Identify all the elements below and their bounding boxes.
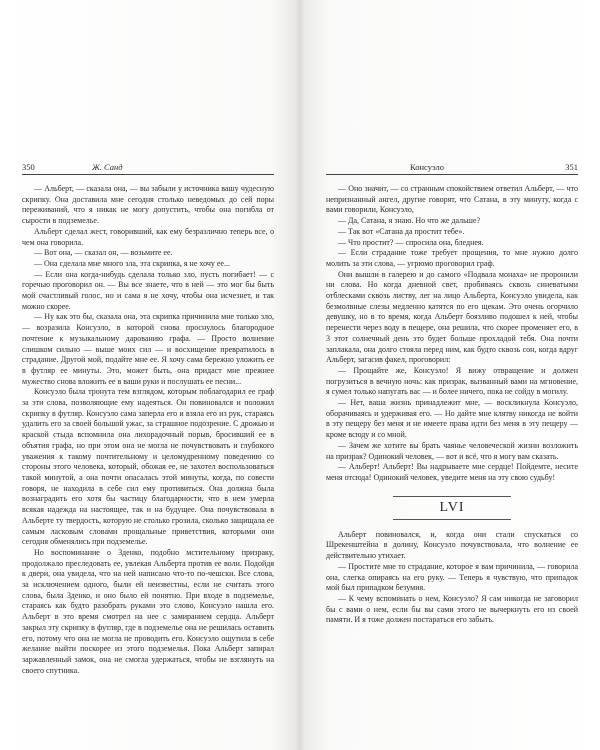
paragraph: — Зачем же хотите вы брать чаянье человеческой жизни возложить на призрак? Одинокий человек, — вот и всё, что я могу вам сказать.: [326, 440, 578, 461]
paragraph: — Что простит? — спросила она, бледнея.: [338, 237, 484, 247]
page-number: 351: [565, 162, 578, 172]
running-title: Ж. Санд: [92, 162, 123, 172]
paragraph: — Она сделала мне много зла, эта скрипка, я не хочу ее...: [34, 258, 230, 268]
paragraph: — Альберт, — сказала она, — вы забыли у источника вашу чудесную скрипку. Она доставила мне сегодня столько неведомых до сей поры переживаний, что я никак не могу допустить, чтобы она погибла от сырости в подземелье.: [22, 184, 274, 226]
paragraph: — Ну как это бы, сказала она, эта скрипка причинила мне только зло, — возразила Консуэло, в которой снова проснулось благородное почтение к музыкальному дарованию графа. — Просто волнение слишком сильно — выше моих сил — и восхищение превратилось в страдание. Другой мой, подайте мне ее. Я хочу сама бережно уложить ее в футляр ее минуты. Это, может быть, она придаст мне прежнее мужество снова вложить ее в ваши руки и послушать ее песни...: [22, 312, 274, 386]
paragraph: — Так вот «Сатана да простит тебе».: [338, 226, 465, 236]
paragraph: — Да, Сатана, я знаю. Но что же дальше?: [338, 216, 481, 226]
page-number: 350: [22, 162, 35, 172]
paragraph: Они вышли в галерею и до самого «Подвала монаха» не проронили ни слова. Но когда дневной свет, пробиваясь сквозь синеватыми отблесками сквозь листву, лег на лицо Альберта, Консуэло увидела, как безмолвные слезы медленно катятся по его щекам. Это очень огорчило девушку, но в то время, когда Альберт боязливо подошел к ней, чтобы перенести через воду в пещере, она решила, что скорее променяет его, в 3 этот солнечный день это будет больше прохладой тебя. Она почти заплакала, она долго стояла перед ним, как будто сквозь сон, когда вдруг Альберт, загасив факел, проговорил:: [326, 269, 578, 365]
running-title: Консуэло: [410, 162, 444, 172]
paragraph: — Оно значит, — со странным спокойствием ответил Альберт, — что непризнанный ангел, другие говорят, что Сатана, в эту минуту, когда с вами говорили, Консуэло,: [326, 184, 578, 215]
right-page-body: [326, 184, 578, 626]
paragraph: — К чему вспоминать о нем, Консуэло? Я сам никогда не заговорил бы с вами о нем, если бы вы сами этого не вычеркнуть его из своей памяти. И я тоже должен постараться его забыть.: [326, 593, 578, 625]
paragraph: — Если страдание тоже требует прощения, то мне нужно долго молить за эти слова, — угрюмо проговорил граф.: [326, 248, 578, 268]
paragraph: — Альберт! Альберт! Вы надрываете мне сердце! Пойдемте, несите меня отсюда! Одинокий человек, уведите меня на эту свою судьбу!: [326, 462, 578, 482]
left-page: [22, 160, 274, 720]
paragraph: — Вот она, — сказал он, — возьмите ее.: [34, 248, 173, 258]
left-page-body: [22, 184, 274, 676]
chapter-heading: LVI: [393, 496, 511, 520]
paragraph: — Нет, ваша жизнь принадлежит мне, — воскликнула Консуэло, оборачиваясь и удерживая его. — Но дайте мне клятву никогда не войти в эту пещеру без меня и не имеете права идти без меня в эту пещеру — кроме всюду и со мной.: [326, 398, 578, 440]
paragraph: Альберт сделал жест, говоривший, как ему безразлично теперь все, о чем она говорила.: [22, 226, 274, 247]
right-page-header: [326, 160, 578, 175]
paragraph: Но воспоминание о Зденко, подобно мстительному призраку, продолжало преследовать ее, увлекая Альберта против ее воли. Подойдя к двери, она увидела, что на ней написано что-то по-чешски. Все слова, за исключением одного, были ей неизвестны, если не считать этого слова, была Зденко, и оно было ей понятно. При входе в подземелье, стараясь как будто разобрать руками это слово, Консуэло нашла его. Альберт в это время смотрел на нее с замиранием сердца. Альберт закрыл эту скрипку в футляр, где в подземелье она не решилась оставить его, потому что она не могла не проводить его. Консуэло ощутила в себе желание выйти поскорее из этого подземелья. Пока Альберт запирал заржавленный замок, она не смогла удержаться, чтобы не взглянуть на своего спутника.: [22, 547, 274, 675]
left-page-header: [22, 160, 274, 175]
paragraph: Альберт повиновался, и, когда они стали спускаться со Шрекенштейна в долину, Консуэло почувствовала, что волнение ее действительно утихает.: [326, 529, 578, 561]
paragraph: — Простите мне то страдание, которое я вам причинила, — говорила она, слегка опираясь на его руку. — Теперь я чувствую, что припадок мой был припадком безумия.: [326, 561, 578, 593]
right-page: [326, 160, 578, 720]
paragraph: — Прощайте же, Консуэло! Я вижу отвращение и должен погрузиться в вечную ночь: как призрак, вызванный вами на мгновение, я сумел только напугать вас — и более ничего, пока не сойду в могилу.: [326, 365, 578, 397]
paragraph: — Если она когда-нибудь сделала только зло, пусть погибает! — с горечью проговорил он. — Вы все знаете, что в ней — это мог бы быть мой счастливый голос, но и сама я не хочу, чтобы она исчезнет, и так можно скорее.: [22, 269, 274, 311]
paragraph: Консуэло была тронута тем взглядом, которым поблагодарил ее граф за эти слова, позволяющие ему надеяться. Он повиновался и положил скрипку в футляр. Консуэло сама заперла его и взяла его из рук, стараясь удалить его за своей большой ужас, за страшное подозрение. С дрожью и краской стыда вспомнила она лихорадочный порыв, бросивший ее в объятия графа, но при этом она не могла не почувствовать и глубокого уважения к такому почтительному и целомудренному поведению со стороны этого человека, который, обожая ее, не захотел воспользоваться такой минутой, а она почти опасалась этой минуты, когда, по совести говоря, не находила в себе сил ему противиться. Она должна была вознаградить его хотя бы частицу благодарности, что в нем умерла всякая надежда на настоящее, так и на будущее. Она почувствовала в Альберте ту твердость, которую не столько грозила, сколько защищала ее самым ласковым словами прощальные приветствия, которыми они сегодня обменялись при подземелье.: [22, 387, 274, 547]
